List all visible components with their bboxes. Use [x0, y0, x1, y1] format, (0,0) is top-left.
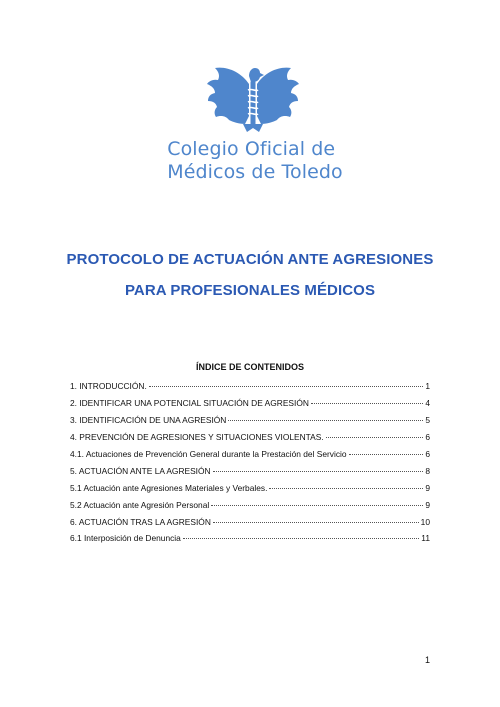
toc-entry[interactable]	[70, 483, 430, 500]
toc-entry[interactable]	[70, 415, 430, 432]
dot-leader	[149, 385, 424, 387]
dot-leader	[228, 419, 423, 421]
table-of-contents	[70, 381, 430, 550]
toc-entry-label: 4.1. Actuaciones de Prevención General durante la Prestación del Servicio	[70, 448, 347, 459]
toc-entry[interactable]	[70, 381, 430, 398]
title-line2: PARA PROFESIONALES MÉDICOS	[124, 282, 376, 299]
dot-leader	[213, 521, 419, 523]
dot-leader	[326, 436, 424, 438]
document-title	[0, 244, 500, 306]
toc-entry-page: 1	[425, 381, 430, 391]
toc-entry-label: 5. ACTUACIÓN ANTE LA AGRESIÓN	[70, 465, 211, 476]
dot-leader	[311, 402, 423, 404]
toc-entry[interactable]	[70, 500, 430, 517]
toc-entry-label: 4. PREVENCIÓN DE AGRESIONES Y SITUACIONES VIOLENTAS.	[70, 431, 324, 442]
toc-entry-page: 5	[425, 414, 430, 425]
toc-entry-label: 5.2 Actuación ante Agresión Personal	[70, 499, 210, 510]
toc-entry-page: 9	[425, 482, 430, 493]
toc-entry-label: 5.1 Actuación ante Agresiones Materiales y Verbales.	[70, 482, 268, 493]
toc-entry-label: 1. INTRODUCCIÓN.	[70, 381, 147, 391]
toc-entry-label: 6. ACTUACIÓN TRAS LA AGRESIÓN	[70, 516, 211, 527]
toc-entry[interactable]	[70, 432, 430, 449]
page-number: 1	[424, 655, 430, 665]
toc-entry[interactable]	[70, 398, 430, 415]
toc-entry-page: 9	[425, 499, 430, 510]
toc-entry-page: 4	[425, 397, 430, 408]
dot-leader	[349, 453, 424, 455]
toc-entry-label: 2. IDENTIFICAR UNA POTENCIAL SITUACIÓN DE AGRESIÓN	[70, 397, 309, 408]
dot-leader	[213, 470, 424, 472]
toc-entry-page: 8	[425, 465, 430, 476]
toc-heading: ÍNDICE DE CONTENIDOS	[195, 362, 304, 372]
dot-leader	[183, 537, 419, 539]
college-name	[167, 138, 343, 184]
toc-entry-page: 10	[420, 516, 430, 527]
toc-entry-label: 3. IDENTIFICACIÓN DE UNA AGRESIÓN	[70, 414, 227, 425]
toc-entry[interactable]	[70, 449, 430, 466]
toc-entry[interactable]	[70, 517, 430, 534]
college-logo	[0, 64, 500, 184]
college-name-line1: Colegio Oficial de	[167, 138, 336, 160]
toc-entry-label: 6.1 Interposición de Denuncia	[70, 533, 181, 544]
toc-entry[interactable]	[70, 466, 430, 483]
toc-entry[interactable]	[70, 533, 430, 550]
college-name-line2: Médicos de Toledo	[167, 161, 343, 183]
title-line1: PROTOCOLO DE ACTUACIÓN ANTE AGRESIONES	[66, 251, 434, 268]
dot-leader	[211, 504, 423, 506]
toc-entry-page: 6	[425, 431, 430, 442]
toc-entry-page: 11	[421, 533, 430, 544]
eagle-caduceus-emblem	[205, 64, 301, 134]
toc-entry-page: 6	[425, 448, 430, 459]
dot-leader	[269, 487, 423, 489]
